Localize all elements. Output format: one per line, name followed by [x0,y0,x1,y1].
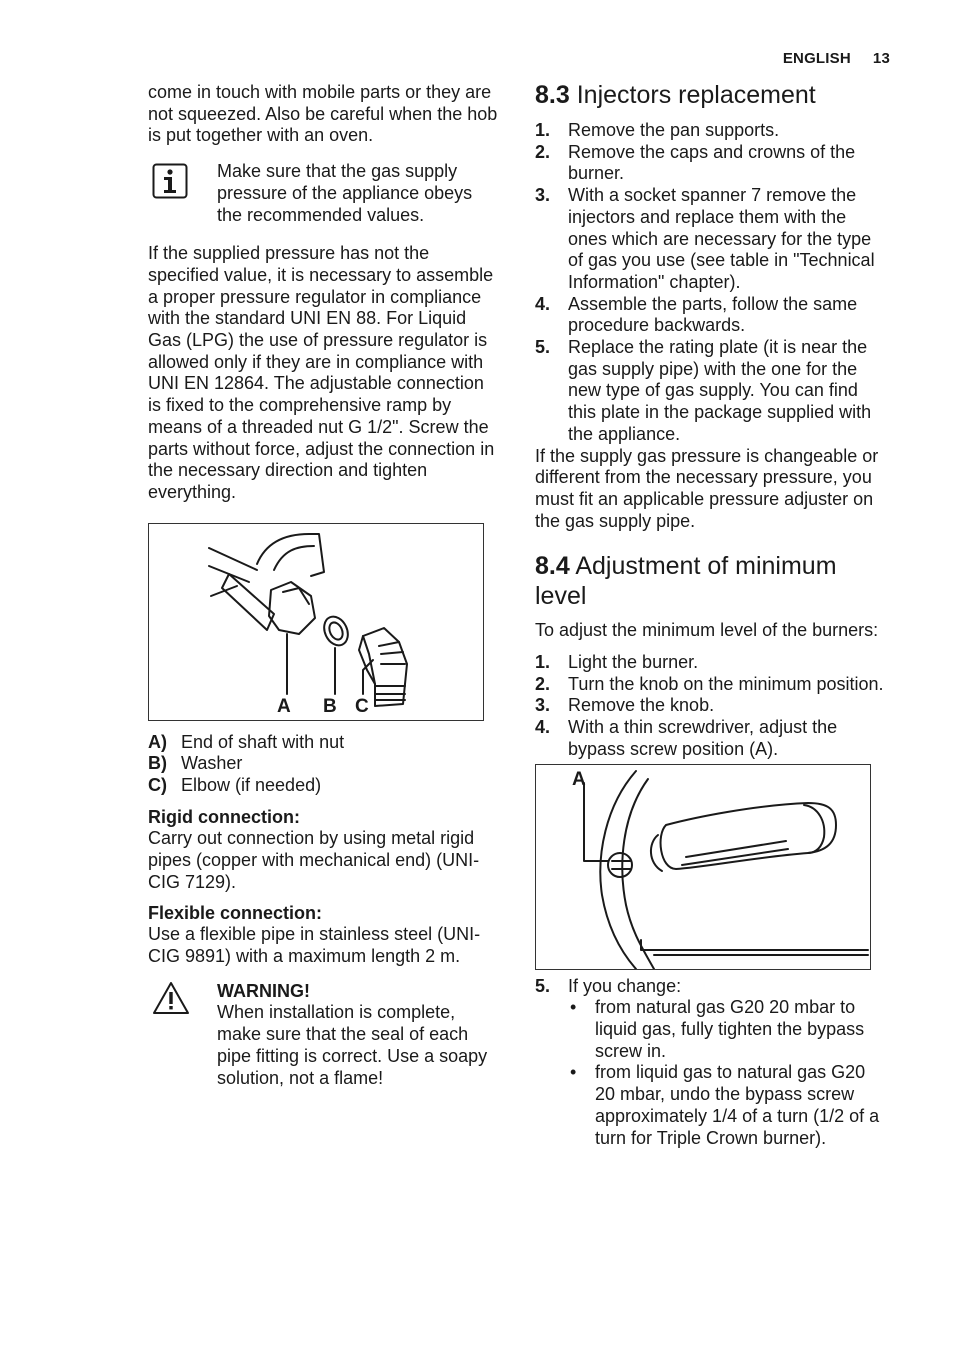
figure-label-a: A [277,695,291,717]
header-language: ENGLISH [782,50,851,67]
step-item: 4. With a thin screwdriver, adjust the bypass screw position (A). [535,717,838,759]
rigid-connection-text: Carry out connection by using metal rigid pipes (copper with mechanical end) (UNI-CIG 7129). [148,828,480,892]
step-item: 1. Remove the pan supports. [535,120,780,140]
legend-item: A) End of shaft with nut [148,731,345,752]
step-item: 2. Turn the knob on the minimum position. [535,673,884,694]
flexible-connection-title: Flexible connection: [148,902,323,923]
warning-text: When installation is complete, make sure that the seal of each pipe fitting is correct. Use a soapy solution, not a flame! [217,1002,488,1088]
figure-label-b: B [323,695,337,717]
step-item: 1. Light the burner. [535,652,699,673]
injectors-steps [535,120,890,446]
rigid-connection [148,807,500,894]
warning-note [148,981,500,1090]
figure-legend [148,732,500,797]
step-item: 4. Assemble the parts, follow the same procedure backwards. [535,293,858,336]
intro-paragraph: come in touch with mobile parts or they are not squeezed. Also be careful when the hob is put together with an oven. [148,82,498,146]
section-8-4-heading: 8.4 Adjustment of minimum level [535,552,837,611]
flexible-connection [148,903,500,968]
legend-item: B) Washer [148,753,243,774]
pipe-connection-illustration [149,524,483,720]
figure-label-c: C [355,695,369,717]
rigid-connection-title: Rigid connection: [148,806,300,827]
bypass-screw-figure [535,764,871,970]
step-item: 2. Remove the caps and crowns of the burner. [535,141,856,184]
knob-and-bypass-illustration [536,765,870,969]
info-note-text: Make sure that the gas supply pressure of the appliance obeys the recommended values. [217,161,473,225]
change-gas-step [535,976,890,998]
step-item: 5. Replace the rating plate (it is near the gas supply pipe) with the one for the new type of gas supply. You can find this plate in the package supplied with the appliance. [535,337,872,444]
left-column [148,82,500,1089]
warning-title: WARNING! [217,980,310,1001]
legend-item: C) Elbow (if needed) [148,775,322,796]
minimum-level-steps [535,652,890,761]
minimum-level-intro: To adjust the minimum level of the burners: [535,620,879,641]
info-note [148,161,500,226]
connection-figure [148,523,484,721]
pressure-paragraph: If the supplied pressure has not the specified value, it is necessary to assemble a proper pressure regulator in compliance with the standard UNI EN 88. For Liquid Gas (LPG) the use of pressure regulator is allowed only if they are in compliance with UNI EN 12864. The adjustable connection is fixed to the comprehensive ramp by means of a threaded nut G 1/2". Screw the parts without force, adjust the connection in the necessary direction and tighten everything. [148,243,495,502]
step-item: 3. Remove the knob. [535,695,715,716]
step-item: 3. With a socket spanner 7 remove the injectors and replace them with the ones which are necessary for the type of gas you use (see table in "Technical Information" chapter). [535,185,875,292]
info-icon [152,163,188,204]
pressure-adjuster-paragraph: If the supply gas pressure is changeable or different from the necessary pressure, you must fit an applicable pressure adjuster on the gas supply pipe. [535,445,879,531]
section-8-3-heading: 8.3 Injectors replacement [535,81,816,109]
gas-change-bullets [568,997,890,1149]
page-header [783,50,890,67]
bypass-figure-label-a: A [572,768,586,790]
flexible-connection-text: Use a flexible pipe in stainless steel (UNI-CIG 9891) with a maximum length 2 m. [148,924,481,966]
page-number: 13 [872,50,890,67]
bullet-item: • from liquid gas to natural gas G20 20 mbar, undo the bypass screw approximately 1/4 of a turn (1/2 of a turn for Triple Crown burner). [570,1062,880,1148]
step-item: 5. If you change: [535,975,682,996]
warning-triangle-icon [152,981,190,1020]
bullet-item: • from natural gas G20 20 mbar to liquid gas, fully tighten the bypass screw in. [570,997,865,1061]
right-column [535,80,890,1149]
